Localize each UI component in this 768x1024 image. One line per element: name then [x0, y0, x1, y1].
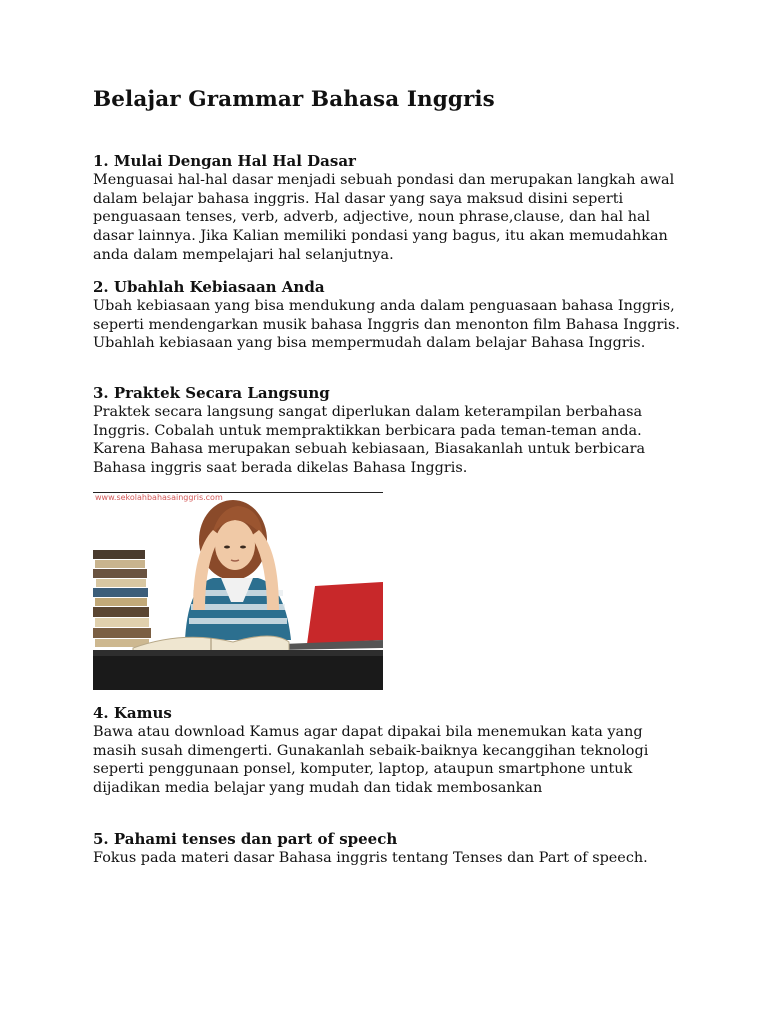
- section-heading: 4. Kamus: [93, 704, 172, 722]
- book-stack-icon: [93, 550, 151, 647]
- section-1: [93, 152, 683, 265]
- section-5: [93, 830, 648, 868]
- section-body: Bawa atau download Kamus agar dapat dipakai bila menemukan kata yang masih susah dimengerti. Gunakanlah sebaik-baiknya kecanggihan teknologi seperti penggunaan ponsel, komputer, laptop, ataupun smartphone untuk dijadikan media belajar yang mudah dan tidak membosankan: [93, 724, 649, 797]
- section-heading: 1. Mulai Dengan Hal Hal Dasar: [93, 152, 356, 170]
- section-2: [93, 278, 683, 353]
- section-body: Ubah kebiasaan yang bisa mendukung anda dalam penguasaan bahasa Inggris, seperti mendengarkan musik bahasa Inggris dan menonton film Bahasa Inggris. Ubahlah kebiasaan yang bisa mempermudah dalam belajar Bahasa Inggris.: [93, 298, 680, 352]
- section-body: Fokus pada materi dasar Bahasa inggris tentang Tenses dan Part of speech.: [93, 850, 648, 866]
- document-title: Belajar Grammar Bahasa Inggris: [93, 87, 495, 112]
- student-studying-illustration: [93, 490, 383, 690]
- section-body: Menguasai hal-hal dasar menjadi sebuah pondasi dan merupakan langkah awal dalam belajar bahasa inggris. Hal dasar yang saya maksud disini seperti penguasaan tenses, verb, adverb, adjective, noun phrase,clause, dan hal hal dasar lainnya. Jika Kalian memiliki pondasi yang bagus, itu akan memudahkan anda dalam mempelajari hal selanjutnya.: [93, 172, 675, 263]
- watermark: www.sekolahbahasainggris.com: [95, 493, 223, 502]
- section-4: [93, 704, 683, 798]
- section-heading: 3. Praktek Secara Langsung: [93, 384, 330, 402]
- section-3: [93, 384, 683, 478]
- document-page: [93, 86, 683, 866]
- section-heading: 5. Pahami tenses dan part of speech: [93, 830, 398, 848]
- study-photo: [93, 490, 383, 690]
- desk: [93, 654, 383, 690]
- section-heading: 2. Ubahlah Kebiasaan Anda: [93, 278, 325, 296]
- section-body: Praktek secara langsung sangat diperlukan dalam keterampilan berbahasa Inggris. Cobalah untuk mempraktikkan berbicara pada teman-teman anda. Karena Bahasa merupakan sebuah kebiasaan, Biasakanlah untuk berbicara Bahasa inggris saat berada dikelas Bahasa Inggris.: [93, 404, 646, 477]
